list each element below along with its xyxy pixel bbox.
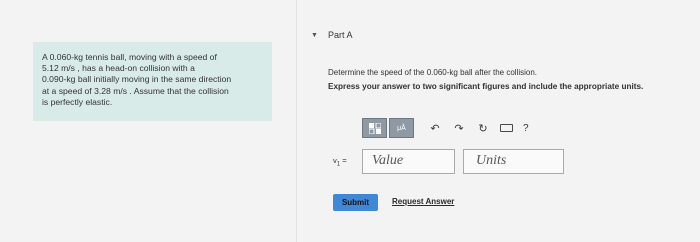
units-mu-icon: μÅ [397, 124, 406, 132]
answer-toolbar [362, 118, 529, 138]
panel-divider [296, 0, 297, 242]
keyboard-icon[interactable] [500, 124, 513, 132]
redo-icon[interactable]: ↷ [454, 122, 464, 135]
units-button[interactable] [389, 118, 414, 138]
variable-label [333, 156, 347, 168]
units-input[interactable]: Units [463, 149, 564, 174]
reset-icon[interactable]: ↻ [478, 122, 488, 135]
instruction-text: Express your answer to two significant figures and include the appropriate units. [328, 82, 644, 91]
value-input[interactable]: Value [362, 149, 455, 174]
templates-button[interactable] [362, 118, 387, 138]
variable-name: v [333, 156, 337, 165]
problem-statement [33, 42, 272, 121]
part-label: Part A [327, 30, 353, 40]
problem-line: at a speed of 3.28 m/s . Assume that the collision [42, 85, 229, 96]
question-text: Determine the speed of the 0.060-kg ball after the collision. [328, 68, 538, 77]
part-header[interactable] [311, 30, 352, 40]
help-icon[interactable]: ? [523, 122, 529, 134]
problem-line: 5.12 m/s , has a head-on collision with a [42, 63, 195, 74]
undo-icon[interactable]: ↶ [430, 122, 440, 135]
variable-subscript: 1 [336, 161, 341, 168]
problem-line: 0.090-kg ball initially moving in the same direction [42, 74, 232, 85]
submit-button[interactable]: Submit [333, 194, 378, 211]
problem-line: is perfectly elastic. [42, 96, 113, 107]
equals-sign: = [342, 156, 347, 165]
problem-line: A 0.060-kg tennis ball, moving with a speed of [42, 52, 217, 62]
collapse-caret-icon[interactable]: ▼ [311, 31, 318, 39]
templates-icon [369, 123, 381, 134]
request-answer-link[interactable]: Request Answer [392, 197, 455, 206]
